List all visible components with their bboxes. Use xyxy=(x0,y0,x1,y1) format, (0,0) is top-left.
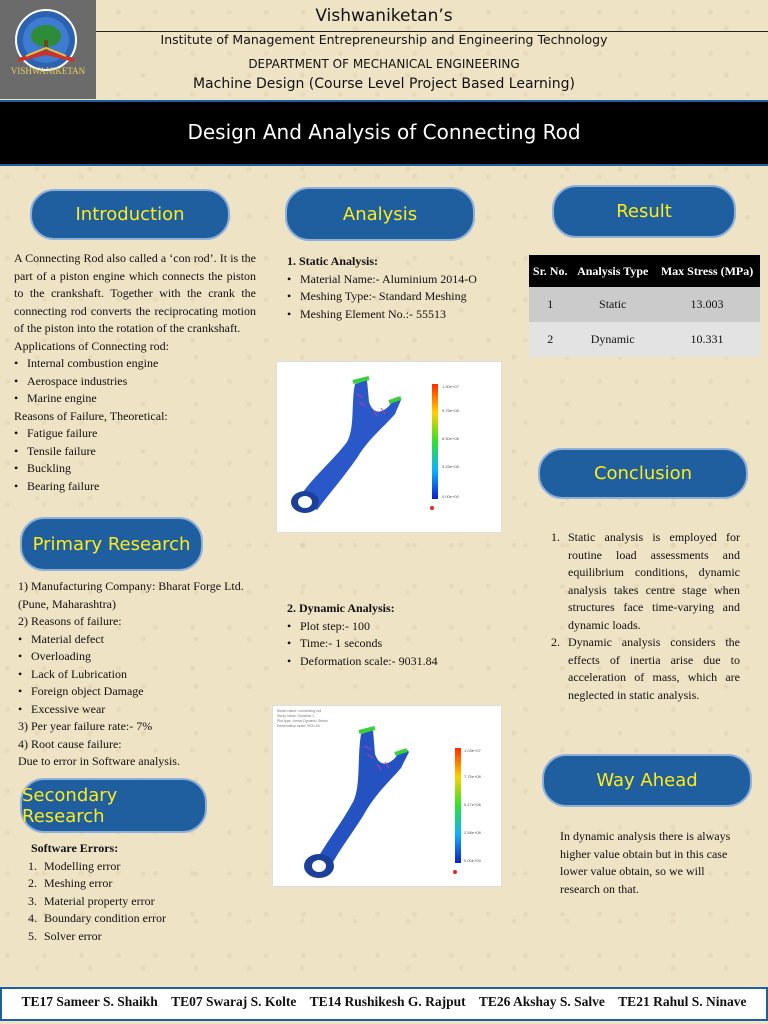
secondary-research-heading: Secondary Research xyxy=(20,778,207,833)
conclusion-list xyxy=(551,529,740,704)
list-item: 2. Dynamic analysis considers the effects of inertia arise due to acceleration of mass, which are neglected in static analysis. xyxy=(551,635,740,702)
list-item: 2. Meshing error xyxy=(28,876,113,890)
list-item: • Marine engine xyxy=(14,390,256,408)
svg-text:0.00e+00: 0.00e+00 xyxy=(442,494,459,499)
list-item: • Foreign object Damage xyxy=(18,683,250,701)
table-row xyxy=(529,322,760,357)
svg-text:0.00e+00: 0.00e+00 xyxy=(464,858,481,863)
list-item: • Tensile failure xyxy=(14,443,256,461)
list-item: • Buckling xyxy=(14,460,256,478)
institute-logo xyxy=(0,0,96,99)
introduction-paragraph: A Connecting Rod also called a ‘con rod’. It is the part of a piston engine which connects the piston to the crankshaft. Together with the crank the connecting rod converts the reciprocating motion of the piston into the rotation of the crankshaft. xyxy=(14,251,256,335)
list-item: • Excessive wear xyxy=(18,701,250,719)
failures-heading: Reasons of Failure, Theoretical: xyxy=(14,408,168,423)
applications-heading: Applications of Connecting rod: xyxy=(14,338,169,353)
dynamic-analysis-list xyxy=(287,618,507,671)
logo-emblem-icon xyxy=(0,0,96,99)
table-cell: 10.331 xyxy=(654,322,760,357)
svg-text:6.50e+06: 6.50e+06 xyxy=(442,436,459,441)
list-item: • Fatigue failure xyxy=(14,425,256,443)
static-analysis-image xyxy=(276,361,502,533)
logo-text: VISHWANIKETAN xyxy=(10,66,86,76)
svg-text:9.75e+06: 9.75e+06 xyxy=(442,408,459,413)
list-item: • Time:- 1 seconds xyxy=(287,635,507,653)
table-header-row xyxy=(529,255,760,287)
static-analysis-body xyxy=(287,253,507,323)
list-item: • Bearing failure xyxy=(14,478,256,496)
reasons-heading: 2) Reasons of failure: xyxy=(18,614,122,628)
list-item: 1. Modelling error xyxy=(28,858,121,873)
table-header: Sr. No. xyxy=(529,255,571,287)
failures-list xyxy=(14,425,256,495)
company-line: 1) Manufacturing Company: Bharat Forge Ltd. (Pune, Maharashtra) xyxy=(18,579,244,611)
list-item: 4. Boundary condition error xyxy=(28,911,166,925)
svg-text:5.17e+06: 5.17e+06 xyxy=(464,802,481,807)
institute-full-name: Institute of Management Entrepreneurship and Engineering Technology xyxy=(160,32,608,47)
applications-list xyxy=(14,355,256,408)
introduction-heading: Introduction xyxy=(30,189,230,240)
analysis-heading: Analysis xyxy=(285,187,475,241)
svg-text:7.75e+06: 7.75e+06 xyxy=(464,774,481,779)
department-name: DEPARTMENT OF MECHANICAL ENGINEERING xyxy=(248,57,520,71)
introduction-body xyxy=(14,250,256,495)
root-cause-line: Due to error in Software analysis. xyxy=(18,754,180,768)
list-item: • Overloading xyxy=(18,648,250,666)
poster-title: Design And Analysis of Connecting Rod xyxy=(187,120,581,144)
list-item: • Meshing Type:- Standard Meshing xyxy=(287,288,507,306)
dynamic-analysis-image xyxy=(272,705,502,887)
primary-research-heading: Primary Research xyxy=(20,517,203,571)
secondary-research-body xyxy=(28,840,248,945)
svg-text:Study name: Dynamic 1: Study name: Dynamic 1 xyxy=(277,714,315,718)
svg-text:3.25e+06: 3.25e+06 xyxy=(442,464,459,469)
institute-name: Vishwaniketan’s xyxy=(315,6,453,26)
svg-text:2.58e+06: 2.58e+06 xyxy=(464,830,481,835)
table-cell: 13.003 xyxy=(654,287,760,322)
reasons-list xyxy=(18,631,250,719)
table-row xyxy=(529,287,760,322)
list-item: 5. Solver error xyxy=(28,928,102,943)
team-members: TE17 Sameer S. Shaikh TE07 Swaraj S. Kolte TE14 Rushikesh G. Rajput TE26 Akshay S. Salve TE21 Rahul S. Ninave xyxy=(21,994,747,1009)
conclusion-body xyxy=(551,529,740,704)
dynamic-analysis-heading: 2. Dynamic Analysis: xyxy=(287,601,395,615)
svg-text:1.03e+07: 1.03e+07 xyxy=(464,748,481,753)
table-header: Analysis Type xyxy=(571,255,654,287)
way-ahead-heading: Way Ahead xyxy=(542,754,752,807)
list-item: • Meshing Element No.:- 55513 xyxy=(287,306,507,324)
static-analysis-heading: 1. Static Analysis: xyxy=(287,254,379,268)
svg-text:Deformation scale: 9031.84: Deformation scale: 9031.84 xyxy=(277,724,320,728)
svg-text:Plot type: Linear Dynamic Stre: Plot type: Linear Dynamic Stress xyxy=(277,719,328,723)
table-cell: 2 xyxy=(529,322,571,357)
list-item: • Internal combustion engine xyxy=(14,355,256,373)
course-name: Machine Design (Course Level Project Based Learning) xyxy=(192,76,576,92)
result-heading: Result xyxy=(552,185,736,238)
static-analysis-list xyxy=(287,271,507,324)
root-cause-heading: 4) Root cause failure: xyxy=(18,736,122,751)
table-cell: Dynamic xyxy=(571,322,654,357)
result-table xyxy=(529,255,760,357)
conclusion-heading: Conclusion xyxy=(538,448,748,499)
list-item: 3. Material property error xyxy=(28,893,155,908)
software-errors-list xyxy=(28,858,248,946)
connecting-rod-stress-plot-icon xyxy=(277,362,501,532)
failure-rate-line: 3) Per year failure rate:- 7% xyxy=(18,719,153,733)
list-item: • Deformation scale:- 9031.84 xyxy=(287,653,507,671)
svg-text:1.30e+07: 1.30e+07 xyxy=(442,384,459,389)
list-item: • Material defect xyxy=(18,631,250,649)
list-item: • Aerospace industries xyxy=(14,373,256,391)
dynamic-analysis-body xyxy=(287,600,507,670)
list-item: 1. Static analysis is employed for routine load assessments and equilibrium conditions, dynamic analysis takes centre stage when structures face time-varying and dynamic loads. xyxy=(551,530,740,632)
way-ahead-body: In dynamic analysis there is always higher value obtain but in this case lower value obtain, so we will research on that. xyxy=(560,829,731,896)
list-item: • Material Name:- Aluminium 2014-O xyxy=(287,271,507,289)
primary-research-body xyxy=(18,578,250,771)
table-cell: 1 xyxy=(529,287,571,322)
table-header: Max Stress (MPa) xyxy=(654,255,760,287)
connecting-rod-dynamic-plot-icon xyxy=(273,706,501,886)
software-errors-heading: Software Errors: xyxy=(31,841,119,855)
table-cell: Static xyxy=(571,287,654,322)
svg-text:Model name: connecting rod: Model name: connecting rod xyxy=(277,709,322,713)
list-item: • Lack of Lubrication xyxy=(18,666,250,684)
list-item: • Plot step:- 100 xyxy=(287,618,507,636)
